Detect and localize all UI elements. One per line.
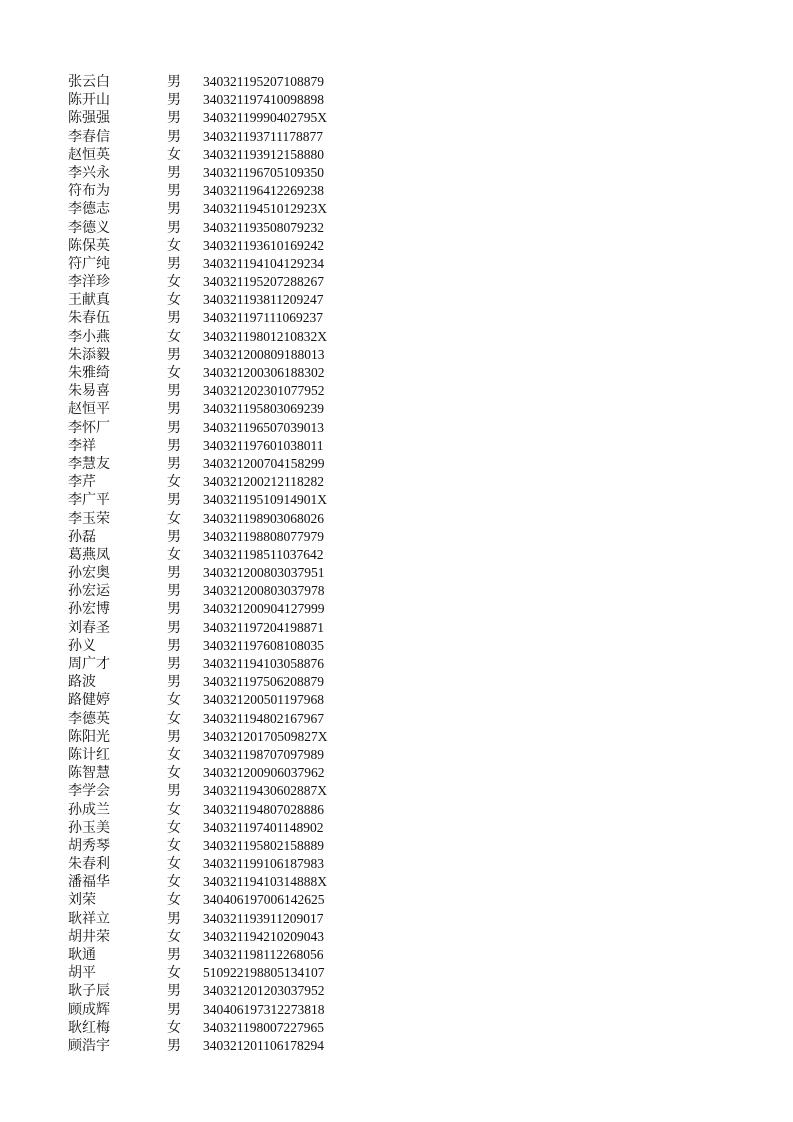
name-cell: 路健婷 — [68, 692, 110, 709]
name-cell: 李兴永 — [68, 164, 110, 181]
gender-cell: 女 — [167, 892, 181, 909]
gender-cell: 女 — [167, 365, 181, 381]
id-number-cell: 340321200212118282 — [203, 474, 324, 490]
id-number-cell: 340321194210209043 — [203, 928, 324, 944]
table-row — [0, 255, 793, 273]
name-cell: 李洋珍 — [68, 274, 110, 291]
name-cell: 李德义 — [68, 219, 110, 236]
name-cell: 赵恒平 — [68, 401, 110, 418]
id-number-cell: 340321195802158889 — [203, 837, 324, 853]
id-number-cell: 340321200809188013 — [203, 346, 325, 362]
name-cell: 符布为 — [68, 183, 110, 200]
name-cell: 朱春伍 — [68, 310, 110, 327]
name-cell: 孙玉美 — [68, 819, 110, 836]
table-row — [0, 910, 793, 928]
table-row — [0, 473, 793, 491]
id-number-cell: 340321200904127999 — [203, 601, 325, 617]
table-row — [0, 728, 793, 746]
gender-cell: 男 — [167, 92, 181, 109]
table-row — [0, 400, 793, 418]
table-row — [0, 219, 793, 237]
gender-cell: 女 — [167, 328, 181, 345]
id-number-cell: 340321198007227965 — [203, 1019, 324, 1035]
name-cell: 耿子辰 — [68, 983, 110, 1000]
gender-cell: 男 — [167, 601, 181, 618]
gender-cell: 女 — [167, 546, 181, 563]
id-number-cell: 340321198903068026 — [203, 510, 324, 526]
gender-cell: 男 — [167, 164, 181, 181]
id-number-cell: 340321196507039013 — [203, 419, 324, 435]
id-number-cell: 340321200704158299 — [203, 455, 325, 471]
gender-cell: 男 — [167, 183, 181, 200]
table-row — [0, 364, 793, 382]
gender-cell: 男 — [167, 947, 181, 963]
id-number-cell: 34032119430602887X — [203, 783, 327, 799]
id-number-cell: 340321194103058876 — [203, 656, 324, 671]
gender-cell: 男 — [167, 74, 181, 90]
table-row — [0, 1037, 793, 1055]
id-number-cell: 34032119410314888X — [203, 874, 327, 890]
id-number-cell: 340321193508079232 — [203, 219, 324, 235]
table-row — [0, 437, 793, 455]
id-number-cell: 340406197312273818 — [203, 1001, 325, 1017]
name-cell: 陈强强 — [68, 110, 110, 127]
table-row — [0, 346, 793, 364]
id-number-cell: 340321200906037962 — [203, 765, 325, 781]
gender-cell: 男 — [167, 983, 181, 1000]
gender-cell: 男 — [167, 637, 181, 654]
name-cell: 陈计红 — [68, 746, 110, 763]
name-cell: 葛燕凤 — [68, 546, 110, 563]
id-number-cell: 34032120170509827X — [203, 728, 328, 744]
table-row — [0, 801, 793, 819]
id-number-cell: 340321193711178877 — [203, 128, 323, 144]
id-number-cell: 340321193911209017 — [203, 910, 324, 926]
id-number-cell: 340321198511037642 — [203, 546, 324, 562]
gender-cell: 男 — [167, 383, 181, 400]
table-row — [0, 109, 793, 127]
name-cell: 路波 — [68, 674, 96, 691]
id-number-cell: 340321194802167967 — [203, 710, 324, 726]
id-number-cell: 340321197111069237 — [203, 310, 323, 326]
id-number-cell: 340321201203037952 — [203, 983, 325, 999]
gender-cell: 男 — [167, 110, 181, 127]
id-number-cell: 340321198707097989 — [203, 746, 324, 762]
gender-cell: 男 — [167, 401, 181, 418]
gender-cell: 男 — [167, 455, 181, 472]
table-row — [0, 200, 793, 218]
id-number-cell: 340321202301077952 — [203, 383, 325, 399]
gender-cell: 男 — [167, 656, 181, 672]
table-row — [0, 1019, 793, 1037]
gender-cell: 女 — [167, 874, 181, 891]
name-cell: 赵恒英 — [68, 146, 110, 163]
table-row — [0, 619, 793, 637]
table-row — [0, 746, 793, 764]
name-cell: 胡平 — [68, 965, 96, 982]
name-cell: 胡秀琴 — [68, 837, 110, 854]
name-cell: 张云白 — [68, 74, 110, 90]
gender-cell: 女 — [167, 819, 181, 836]
gender-cell: 男 — [167, 783, 181, 800]
gender-cell: 男 — [167, 565, 181, 582]
id-number-cell: 340321199106187983 — [203, 856, 324, 872]
name-cell: 孙宏奥 — [68, 565, 110, 582]
name-cell: 孙磊 — [68, 528, 96, 545]
name-cell: 陈保英 — [68, 237, 110, 254]
gender-cell: 男 — [167, 419, 181, 436]
table-row — [0, 491, 793, 509]
table-row — [0, 655, 793, 673]
name-cell: 朱春利 — [68, 856, 110, 873]
table-row — [0, 710, 793, 728]
table-row — [0, 455, 793, 473]
name-cell: 李芹 — [68, 474, 96, 491]
table-row — [0, 419, 793, 437]
name-cell: 朱雅绮 — [68, 365, 110, 381]
name-cell: 刘春圣 — [68, 619, 110, 636]
table-row — [0, 891, 793, 909]
gender-cell: 男 — [167, 583, 181, 600]
name-cell: 周广才 — [68, 656, 110, 672]
id-number-cell: 34032119510914901X — [203, 492, 327, 508]
name-cell: 朱易喜 — [68, 383, 110, 400]
id-number-cell: 340321193912158880 — [203, 146, 324, 162]
gender-cell: 女 — [167, 801, 181, 818]
gender-cell: 男 — [167, 1037, 181, 1054]
gender-cell: 女 — [167, 765, 181, 782]
table-row — [0, 546, 793, 564]
name-cell: 潘福华 — [68, 874, 110, 891]
name-cell: 王献真 — [68, 292, 110, 309]
table-row — [0, 637, 793, 655]
id-number-cell: 340321193610169242 — [203, 237, 324, 253]
gender-cell: 男 — [167, 219, 181, 236]
id-number-cell: 340321201106178294 — [203, 1037, 324, 1053]
table-row — [0, 128, 793, 146]
name-cell: 符广纯 — [68, 255, 110, 272]
table-row — [0, 582, 793, 600]
table-row — [0, 564, 793, 582]
id-number-cell: 340321200803037951 — [203, 565, 325, 581]
person-table — [0, 73, 793, 1055]
name-cell: 孙义 — [68, 637, 96, 654]
id-number-cell: 340321200306188302 — [203, 365, 325, 380]
id-number-cell: 34032119451012923X — [203, 201, 327, 217]
table-row — [0, 946, 793, 964]
name-cell: 李德志 — [68, 201, 110, 218]
table-row — [0, 146, 793, 164]
table-row — [0, 273, 793, 291]
gender-cell: 男 — [167, 728, 181, 745]
name-cell: 陈智慧 — [68, 765, 110, 782]
table-row — [0, 982, 793, 1000]
gender-cell: 女 — [167, 928, 181, 945]
name-cell: 李祥 — [68, 437, 96, 454]
id-number-cell: 340321197506208879 — [203, 674, 324, 690]
gender-cell: 男 — [167, 674, 181, 691]
name-cell: 李春信 — [68, 128, 110, 145]
table-row — [0, 691, 793, 709]
name-cell: 耿通 — [68, 947, 96, 963]
id-number-cell: 34032119990402795X — [203, 110, 327, 126]
table-row — [0, 91, 793, 109]
name-cell: 陈阳光 — [68, 728, 110, 745]
gender-cell: 男 — [167, 255, 181, 272]
table-row — [0, 764, 793, 782]
id-number-cell: 340321197401148902 — [203, 819, 324, 835]
gender-cell: 男 — [167, 201, 181, 218]
id-number-cell: 340321197410098898 — [203, 92, 324, 108]
name-cell: 孙成兰 — [68, 801, 110, 818]
table-row — [0, 855, 793, 873]
gender-cell: 女 — [167, 746, 181, 763]
name-cell: 李德英 — [68, 710, 110, 727]
gender-cell: 男 — [167, 528, 181, 545]
id-number-cell: 340321196705109350 — [203, 164, 324, 180]
table-row — [0, 873, 793, 891]
table-row — [0, 73, 793, 91]
table-row — [0, 328, 793, 346]
gender-cell: 男 — [167, 128, 181, 145]
name-cell: 顾浩宇 — [68, 1037, 110, 1054]
name-cell: 孙宏运 — [68, 583, 110, 600]
gender-cell: 女 — [167, 510, 181, 527]
table-row — [0, 1001, 793, 1019]
id-number-cell: 340321200501197968 — [203, 692, 324, 708]
table-row — [0, 600, 793, 618]
id-number-cell: 340321194104129234 — [203, 255, 324, 271]
name-cell: 耿红梅 — [68, 1019, 110, 1036]
name-cell: 刘荣 — [68, 892, 96, 909]
table-row — [0, 928, 793, 946]
gender-cell: 女 — [167, 237, 181, 254]
table-row — [0, 673, 793, 691]
id-number-cell: 340321197601038011 — [203, 437, 324, 453]
gender-cell: 女 — [167, 1019, 181, 1036]
id-number-cell: 340321196412269238 — [203, 183, 324, 199]
id-number-cell: 34032119801210832X — [203, 328, 327, 344]
gender-cell: 女 — [167, 146, 181, 163]
gender-cell: 女 — [167, 965, 181, 982]
name-cell: 朱添毅 — [68, 346, 110, 363]
gender-cell: 男 — [167, 1001, 181, 1018]
gender-cell: 男 — [167, 910, 181, 927]
gender-cell: 女 — [167, 474, 181, 491]
id-number-cell: 340406197006142625 — [203, 892, 325, 908]
gender-cell: 男 — [167, 310, 181, 327]
id-number-cell: 510922198805134107 — [203, 965, 325, 981]
name-cell: 李广平 — [68, 492, 110, 509]
id-number-cell: 340321197204198871 — [203, 619, 324, 635]
name-cell: 李玉荣 — [68, 510, 110, 527]
table-row — [0, 291, 793, 309]
name-cell: 李小燕 — [68, 328, 110, 345]
name-cell: 陈开山 — [68, 92, 110, 109]
id-number-cell: 340321197608108035 — [203, 637, 324, 653]
table-row — [0, 964, 793, 982]
table-row — [0, 182, 793, 200]
table-row — [0, 309, 793, 327]
gender-cell: 女 — [167, 292, 181, 309]
id-number-cell: 340321198808077979 — [203, 528, 324, 544]
name-cell: 李学会 — [68, 783, 110, 800]
gender-cell: 男 — [167, 437, 181, 454]
gender-cell: 男 — [167, 346, 181, 363]
table-row — [0, 528, 793, 546]
table-row — [0, 510, 793, 528]
id-number-cell: 340321198112268056 — [203, 947, 324, 962]
gender-cell: 男 — [167, 619, 181, 636]
name-cell: 顾成辉 — [68, 1001, 110, 1018]
table-row — [0, 164, 793, 182]
table-row — [0, 819, 793, 837]
name-cell: 胡井荣 — [68, 928, 110, 945]
id-number-cell: 340321195207288267 — [203, 274, 324, 290]
id-number-cell: 340321195803069239 — [203, 401, 324, 417]
id-number-cell: 340321195207108879 — [203, 74, 324, 89]
gender-cell: 女 — [167, 274, 181, 291]
table-row — [0, 837, 793, 855]
id-number-cell: 340321194807028886 — [203, 801, 324, 817]
gender-cell: 男 — [167, 492, 181, 509]
table-row — [0, 782, 793, 800]
gender-cell: 女 — [167, 856, 181, 873]
id-number-cell: 340321200803037978 — [203, 583, 325, 599]
name-cell: 李怀厂 — [68, 419, 110, 436]
name-cell: 孙宏博 — [68, 601, 110, 618]
name-cell: 耿祥立 — [68, 910, 110, 927]
gender-cell: 女 — [167, 710, 181, 727]
gender-cell: 女 — [167, 692, 181, 709]
id-number-cell: 340321193811209247 — [203, 292, 324, 308]
table-row — [0, 237, 793, 255]
name-cell: 李慧友 — [68, 455, 110, 472]
table-row — [0, 382, 793, 400]
gender-cell: 女 — [167, 837, 181, 854]
